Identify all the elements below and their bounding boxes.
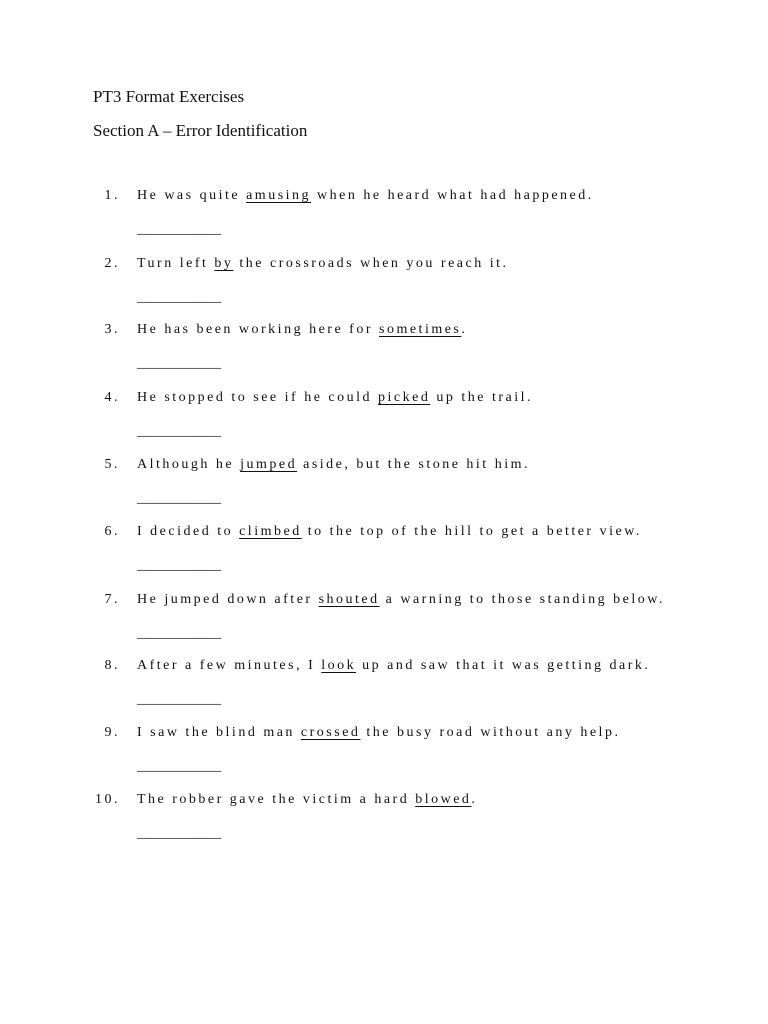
question-number: 4. bbox=[104, 390, 120, 405]
underlined-error-word: by bbox=[214, 256, 234, 271]
answer-blank: ____________ bbox=[137, 826, 221, 841]
answer-blank: ____________ bbox=[137, 222, 221, 237]
question-sentence bbox=[137, 389, 533, 407]
question-item bbox=[0, 389, 768, 449]
underlined-error-word: sometimes bbox=[379, 322, 462, 337]
answer-blank: ____________ bbox=[137, 290, 221, 305]
sentence-after: to the top of the hill to get a better view. bbox=[301, 524, 642, 539]
answer-blank: ____________ bbox=[137, 626, 221, 641]
sentence-before: He has been working here for bbox=[137, 322, 379, 337]
sentence-after: aside, but the stone hit him. bbox=[297, 457, 530, 472]
answer-blank: ____________ bbox=[137, 759, 221, 774]
question-item bbox=[0, 657, 768, 717]
underlined-error-word: jumped bbox=[240, 457, 298, 472]
question-number: 5. bbox=[104, 457, 120, 472]
question-item bbox=[0, 456, 768, 516]
answer-blank: ____________ bbox=[137, 356, 221, 371]
question-number: 2. bbox=[104, 256, 120, 271]
question-sentence bbox=[137, 187, 594, 205]
question-item bbox=[0, 255, 768, 315]
sentence-after: a warning to those standing below. bbox=[379, 592, 665, 607]
question-sentence bbox=[137, 791, 477, 809]
question-sentence bbox=[137, 321, 467, 339]
sentence-after: up and saw that it was getting dark. bbox=[356, 658, 651, 673]
sentence-before: Turn left bbox=[137, 256, 215, 271]
question-number: 7. bbox=[104, 592, 120, 607]
page-title: PT3 Format Exercises bbox=[93, 87, 245, 106]
sentence-before: I decided to bbox=[137, 524, 240, 539]
answer-blank: ____________ bbox=[137, 558, 221, 573]
underlined-error-word: climbed bbox=[239, 524, 302, 539]
question-item bbox=[0, 187, 768, 247]
sentence-after: when he heard what had happened. bbox=[311, 188, 594, 203]
underlined-error-word: crossed bbox=[300, 725, 361, 740]
answer-blank: ____________ bbox=[137, 491, 221, 506]
question-sentence bbox=[137, 591, 665, 609]
question-number: 3. bbox=[104, 322, 120, 337]
question-sentence bbox=[137, 657, 650, 675]
underlined-error-word: shouted bbox=[318, 592, 380, 607]
sentence-before: Although he bbox=[137, 457, 241, 472]
question-item bbox=[0, 321, 768, 381]
sentence-before: The robber gave the victim a hard bbox=[137, 792, 416, 807]
sentence-after: . bbox=[461, 322, 468, 337]
underlined-error-word: blowed bbox=[415, 792, 472, 807]
question-number: 6. bbox=[104, 524, 120, 539]
question-number: 8. bbox=[104, 658, 120, 673]
sentence-before: He stopped to see if he could bbox=[137, 390, 379, 405]
question-item bbox=[0, 591, 768, 651]
underlined-error-word: picked bbox=[378, 390, 431, 405]
question-sentence bbox=[137, 523, 642, 541]
sentence-before: He jumped down after bbox=[137, 592, 319, 607]
question-item bbox=[0, 791, 768, 851]
answer-blank: ____________ bbox=[137, 424, 221, 439]
sentence-after: the crossroads when you reach it. bbox=[233, 256, 509, 271]
question-number: 10. bbox=[95, 792, 120, 807]
question-number: 1. bbox=[104, 188, 120, 203]
question-number: 9. bbox=[104, 725, 120, 740]
question-item bbox=[0, 523, 768, 583]
question-sentence bbox=[137, 724, 620, 742]
sentence-after: the busy road without any help. bbox=[360, 725, 621, 740]
section-title: Section A – Error Identification bbox=[93, 121, 308, 140]
question-item bbox=[0, 724, 768, 784]
question-sentence bbox=[137, 456, 530, 474]
question-sentence bbox=[137, 255, 509, 273]
answer-blank: ____________ bbox=[137, 692, 221, 707]
underlined-error-word: look bbox=[321, 658, 357, 673]
sentence-after: up the trail. bbox=[430, 390, 533, 405]
sentence-before: He was quite bbox=[137, 188, 247, 203]
sentence-after: . bbox=[471, 792, 478, 807]
sentence-before: I saw the blind man bbox=[137, 725, 301, 740]
underlined-error-word: amusing bbox=[246, 188, 312, 203]
sentence-before: After a few minutes, I bbox=[137, 658, 322, 673]
